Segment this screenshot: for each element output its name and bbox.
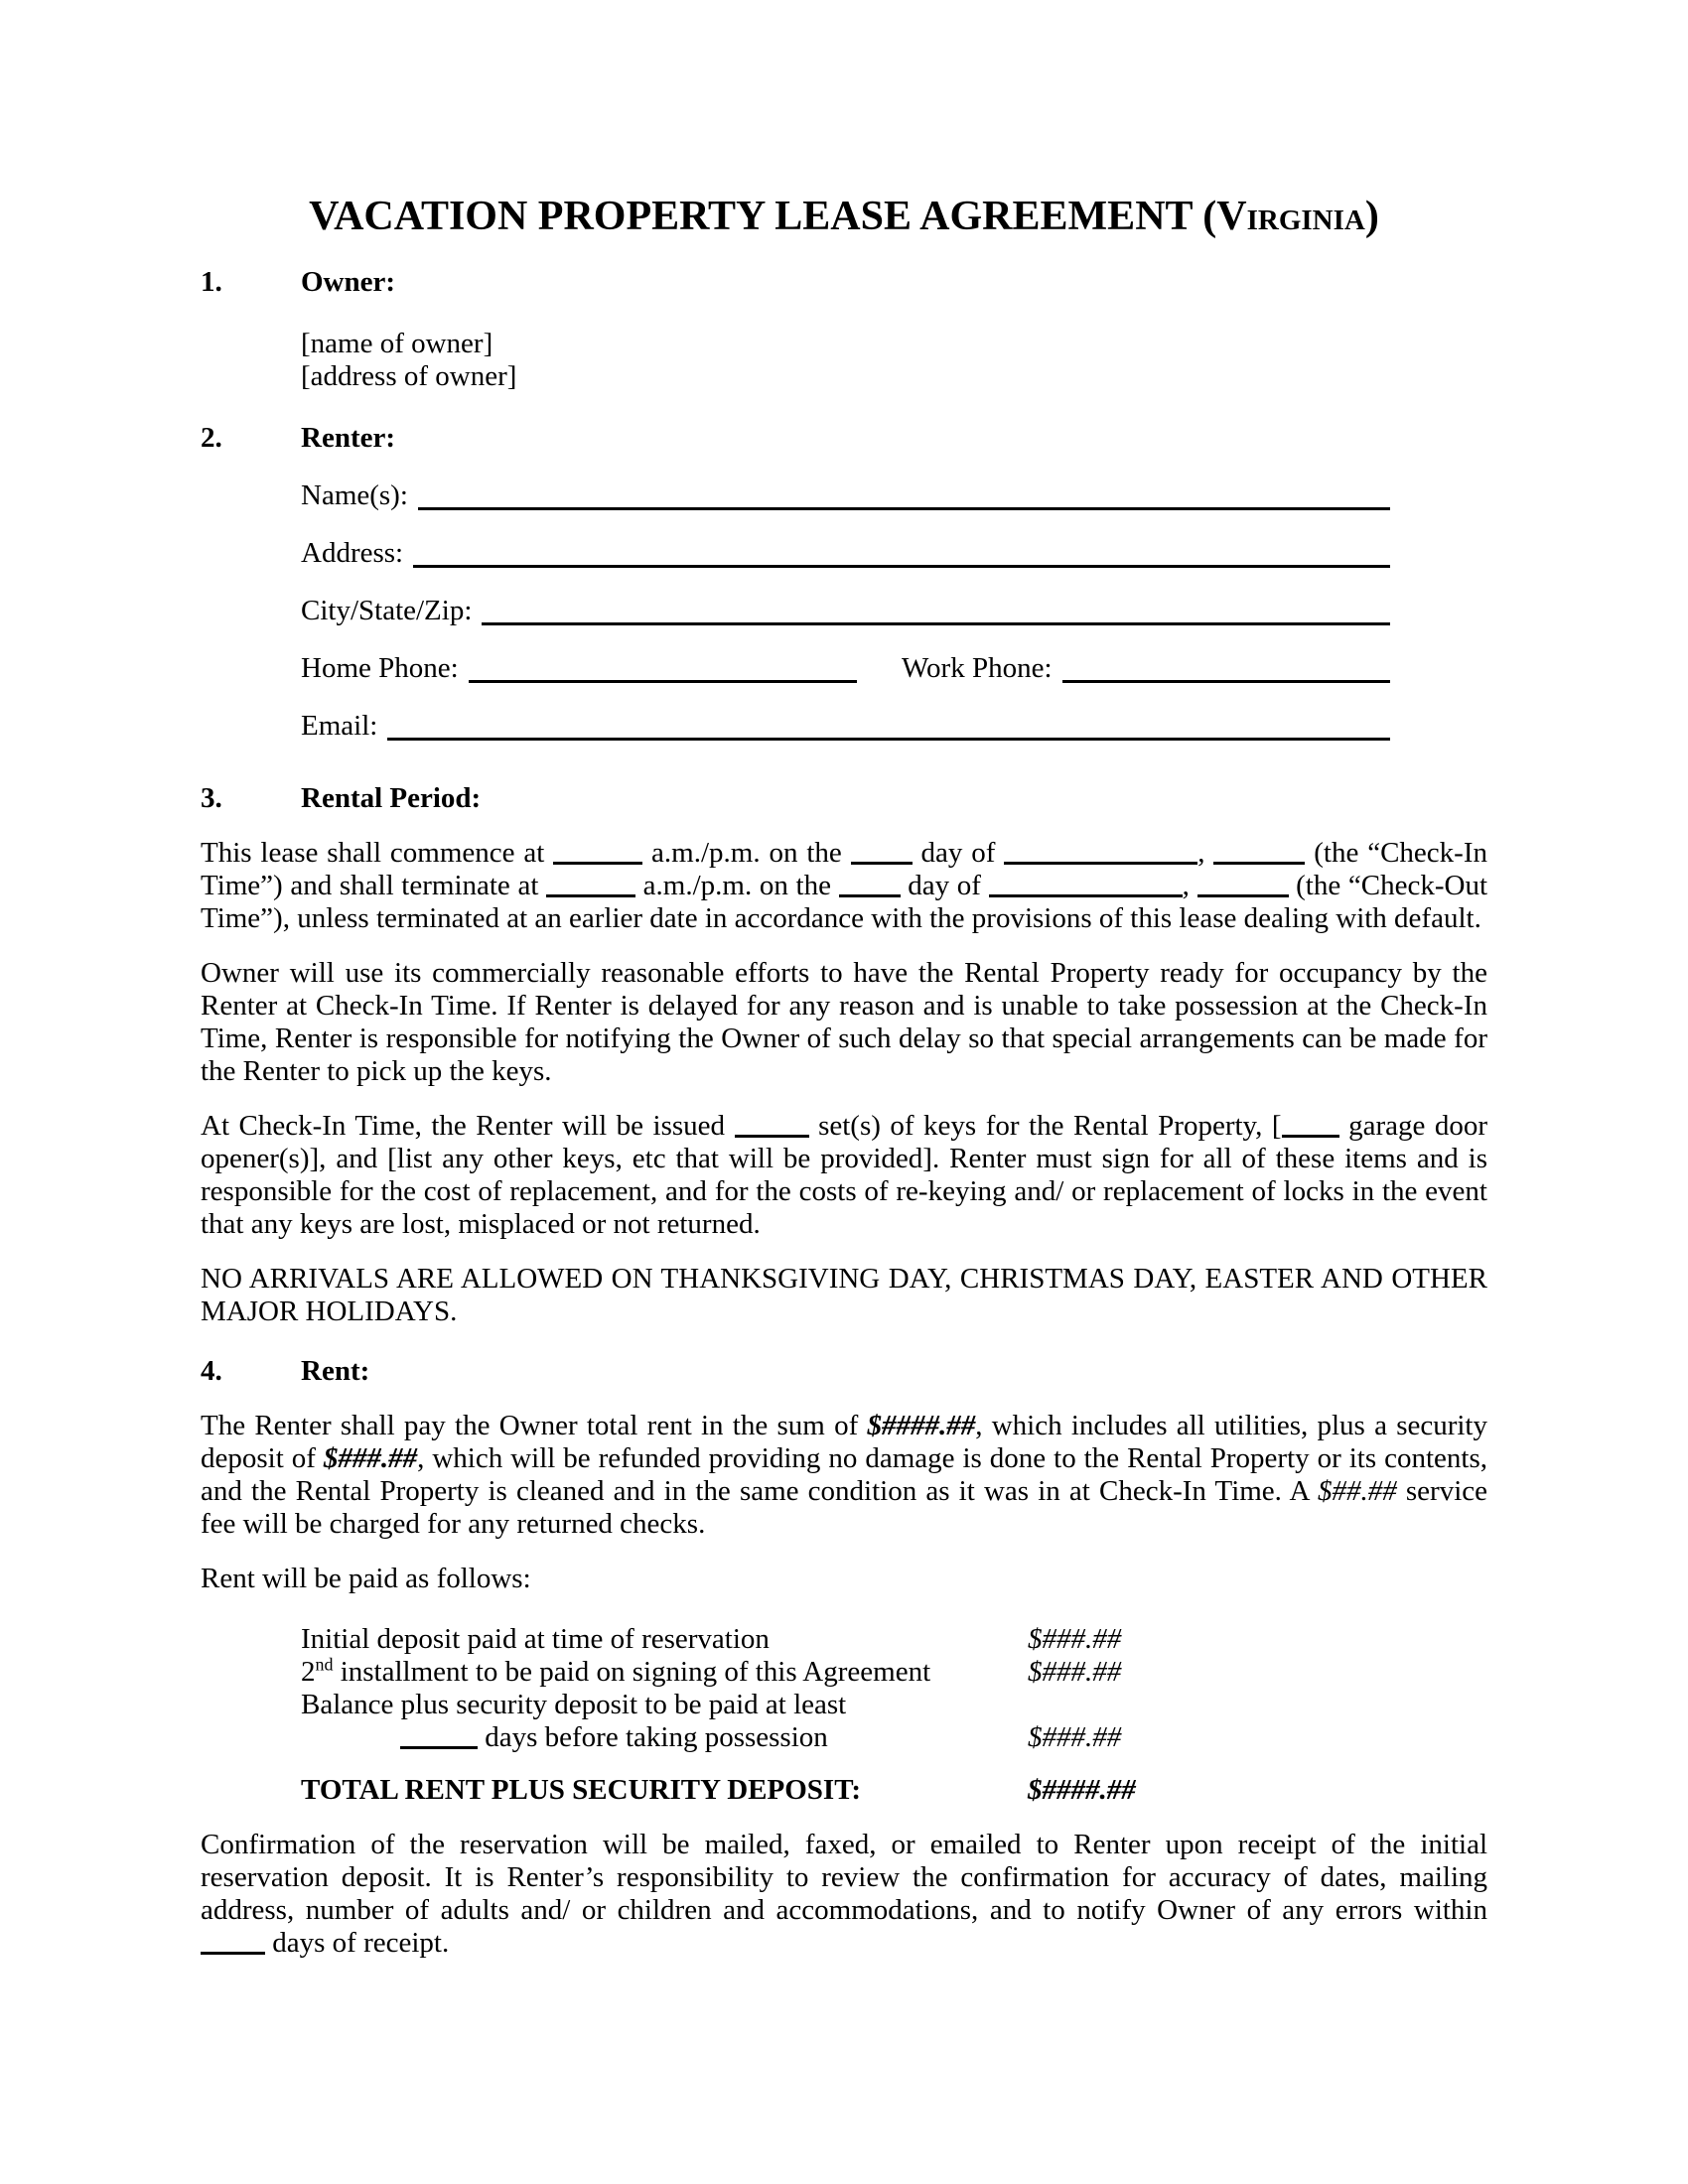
text-run: days before taking possession bbox=[478, 1721, 828, 1753]
rent-schedule-row-balance bbox=[301, 1689, 1487, 1721]
names-field-line[interactable] bbox=[418, 507, 1390, 510]
section-owner-title: Owner: bbox=[301, 266, 396, 298]
home-phone-group bbox=[301, 652, 857, 685]
page-title bbox=[201, 193, 1487, 240]
schedule-label bbox=[301, 1721, 1028, 1754]
home-phone-label: Home Phone: bbox=[301, 652, 459, 684]
text-run: 2 bbox=[301, 1656, 316, 1688]
document-content bbox=[201, 0, 1487, 1960]
title-state: (Virginia) bbox=[1202, 194, 1379, 239]
amount-placeholder: $##.## bbox=[1317, 1475, 1397, 1507]
schedule-label bbox=[301, 1689, 1028, 1721]
city-state-zip-label: City/State/Zip: bbox=[301, 595, 473, 626]
fill-in-blank[interactable] bbox=[1282, 1135, 1339, 1138]
text-run: days of receipt. bbox=[265, 1927, 450, 1959]
home-phone-field-line[interactable] bbox=[469, 680, 857, 683]
work-phone-group bbox=[902, 652, 1390, 685]
text-run: a.m./p.m. on the bbox=[642, 837, 851, 869]
fill-in-blank[interactable] bbox=[400, 1746, 478, 1749]
schedule-amount: $###.## bbox=[1028, 1721, 1122, 1753]
field-row-address bbox=[301, 532, 1390, 570]
field-row-phones bbox=[301, 647, 1390, 685]
text-run: service fee will be charged for any returned checks. bbox=[201, 1475, 1487, 1540]
text-run: Balance plus security deposit to be paid at least bbox=[301, 1689, 847, 1720]
fill-in-blank[interactable] bbox=[839, 894, 901, 897]
fill-in-blank[interactable] bbox=[735, 1135, 809, 1138]
text-run: (the “Check-In Time”) and shall terminate at bbox=[201, 837, 1487, 901]
section-renter-number: 2. bbox=[201, 422, 222, 454]
email-label: Email: bbox=[301, 710, 378, 742]
rent-total-amount: $####.## bbox=[1028, 1774, 1136, 1806]
fill-in-blank[interactable] bbox=[1197, 894, 1289, 897]
text-run: , which includes all utilities, plus a security deposit of bbox=[201, 1410, 1487, 1474]
field-row-names bbox=[301, 475, 1390, 512]
rent-total-row bbox=[301, 1774, 1487, 1807]
work-phone-field-line[interactable] bbox=[1062, 680, 1390, 683]
text-run: Confirmation of the reservation will be mailed, faxed, or emailed to Renter upon receipt of the initial reservation deposit. It is Renter’s responsibility to review the confirmation for accuracy of dates, mailing address, number of adults and/ or children and accommodations, and to notify Owner of any errors within bbox=[201, 1829, 1487, 1926]
section-renter-heading bbox=[201, 422, 1487, 455]
text-run: installment to be paid on signing of this Agreement bbox=[333, 1656, 931, 1688]
fill-in-blank[interactable] bbox=[201, 1952, 265, 1955]
text-run: At Check-In Time, the Renter will be issued bbox=[201, 1110, 735, 1142]
text-run: Owner will use its commercially reasonable efforts to have the Rental Property ready for occupancy by the Renter at Check-In Time. If Renter is delayed for any reason and is unable to take possession at the Check-In Time, Renter is responsible for notifying the Owner of such delay so that special arrangements can be made for the Renter to pick up the keys. bbox=[201, 957, 1487, 1087]
amount-placeholder: $###.## bbox=[323, 1442, 418, 1474]
fill-in-blank[interactable] bbox=[553, 862, 642, 865]
section-rental-period-heading bbox=[201, 782, 1487, 815]
field-row-email bbox=[301, 705, 1390, 743]
schedule-amount: $###.## bbox=[1028, 1656, 1122, 1688]
text-run: set(s) of keys for the Rental Property, [ bbox=[808, 1110, 1282, 1142]
rent-schedule-table bbox=[301, 1623, 1487, 1754]
rental-period-paragraph-commencement bbox=[201, 837, 1487, 935]
text-run: Initial deposit paid at time of reservation bbox=[301, 1623, 770, 1655]
rent-schedule-row-second-installment bbox=[301, 1656, 1487, 1689]
section-rent-number: 4. bbox=[201, 1355, 222, 1387]
text-run: (the “Check-Out Time”), unless terminated at an earlier date in accordance with the provisions of this lease dealing with default. bbox=[201, 870, 1487, 934]
fill-in-blank[interactable] bbox=[546, 894, 635, 897]
section-renter-title: Renter: bbox=[301, 422, 396, 454]
ordinal-superscript: nd bbox=[315, 1654, 334, 1675]
confirmation-paragraph bbox=[201, 1829, 1487, 1960]
rental-period-paragraph-keys bbox=[201, 1110, 1487, 1241]
section-rent-title: Rent: bbox=[301, 1355, 370, 1387]
rent-schedule-row-days-before-possession bbox=[301, 1721, 1487, 1754]
fill-in-blank[interactable] bbox=[851, 862, 913, 865]
fill-in-blank[interactable] bbox=[1004, 862, 1197, 865]
owner-address-placeholder: [address of owner] bbox=[301, 360, 517, 392]
text-run: a.m./p.m. on the bbox=[635, 870, 839, 901]
title-main: VACATION PROPERTY LEASE AGREEMENT bbox=[309, 194, 1193, 239]
schedule-label bbox=[301, 1623, 1028, 1656]
rent-follows-line: Rent will be paid as follows: bbox=[201, 1563, 531, 1594]
text-run: , bbox=[1182, 870, 1197, 901]
section-rental-period-number: 3. bbox=[201, 782, 222, 814]
text-run: , bbox=[1197, 837, 1214, 869]
names-label: Name(s): bbox=[301, 479, 408, 511]
field-row-city-state-zip bbox=[301, 590, 1390, 627]
schedule-amount: $###.## bbox=[1028, 1623, 1122, 1655]
fill-in-blank[interactable] bbox=[1213, 862, 1305, 865]
city-state-zip-field-line[interactable] bbox=[482, 622, 1390, 625]
address-field-line[interactable] bbox=[413, 565, 1390, 568]
text-run: day of bbox=[900, 870, 989, 901]
text-run: , which will be refunded providing no damage is done to the Rental Property or its contents, and the Rental Property is cleaned and in the same condition as it was in at Check-In Time. A bbox=[201, 1442, 1487, 1507]
text-run: garage door opener(s)], and [list any other keys, etc that will be provided]. Renter must sign for all of these items and is responsible for the cost of replacement, and for the costs of re-keying and/ or replacement of locks in the event that any keys are lost, misplaced or not returned. bbox=[201, 1110, 1487, 1240]
email-field-line[interactable] bbox=[387, 738, 1390, 741]
rent-total-label: TOTAL RENT PLUS SECURITY DEPOSIT: bbox=[301, 1774, 862, 1806]
text-run: day of bbox=[912, 837, 1005, 869]
section-owner-number: 1. bbox=[201, 266, 222, 298]
rental-period-paragraph-no-arrivals bbox=[201, 1263, 1487, 1328]
rent-intro-paragraph bbox=[201, 1410, 1487, 1541]
rent-schedule-row-initial-deposit bbox=[301, 1623, 1487, 1656]
section-rent-heading bbox=[201, 1355, 1487, 1388]
owner-name-placeholder: [name of owner] bbox=[301, 328, 493, 359]
address-label: Address: bbox=[301, 537, 404, 569]
schedule-label bbox=[301, 1656, 1028, 1689]
fill-in-blank[interactable] bbox=[989, 894, 1183, 897]
text-run: The Renter shall pay the Owner total rent in the sum of bbox=[201, 1410, 868, 1441]
text-run: NO ARRIVALS ARE ALLOWED ON THANKSGIVING DAY, CHRISTMAS DAY, EASTER AND OTHER MAJOR HOLIDAYS. bbox=[201, 1263, 1487, 1327]
text-run: This lease shall commence at bbox=[201, 837, 554, 869]
section-rental-period-title: Rental Period: bbox=[301, 782, 482, 814]
amount-placeholder: $####.## bbox=[867, 1410, 976, 1441]
work-phone-label: Work Phone: bbox=[902, 652, 1053, 684]
section-owner-heading bbox=[201, 266, 1487, 299]
rental-period-paragraph-occupancy bbox=[201, 957, 1487, 1088]
